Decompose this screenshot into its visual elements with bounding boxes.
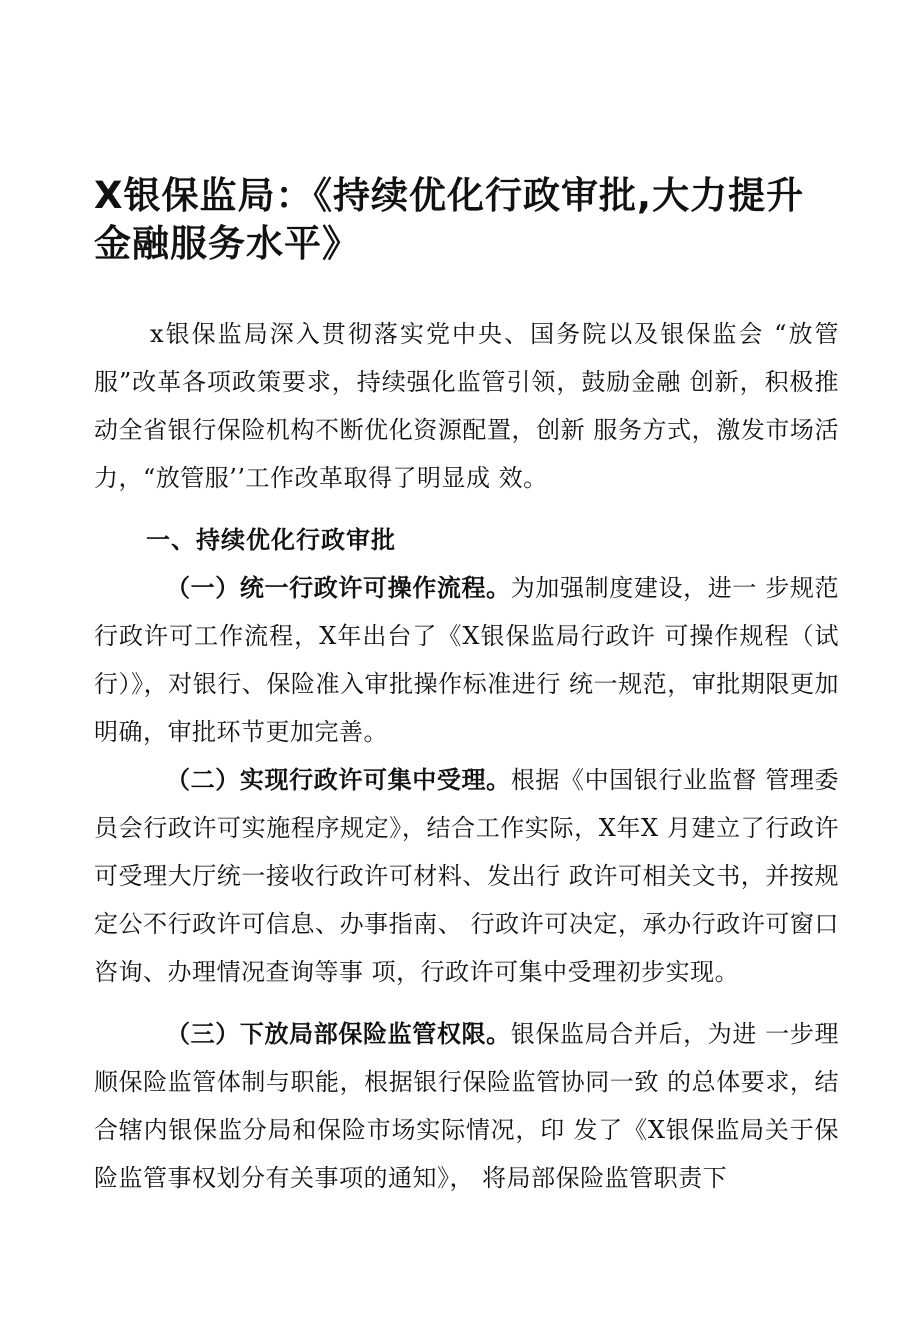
item-2-lead: （二）实现行政许可集中受理。: [166, 766, 511, 794]
paragraph-spacer: [94, 996, 839, 1010]
paragraph-item-1: [94, 564, 839, 756]
paragraph-item-3: [94, 1010, 839, 1202]
item-2-text: 根据《中国银行业监督 管理委员会行政许可实施程序规定》，结合工作实际，X年X 月建立了行政许可受理大厅统一接收行政许可材料、发出行 政许可相关文书，并按规定公不行政许可信息、办事指南、 行政许可决定，承办行政许可窗口咨询、办理情况查询等事 项，行政许可集中受理初步实现。: [94, 766, 839, 986]
item-3-lead: （三）下放局部保险监管权限。: [166, 1020, 511, 1048]
intro-paragraph: x银保监局深入贯彻落实党中央、国务院以及银保监会 “放管服”改革各项政策要求，持续强化监管引领，鼓励金融 创新，积极推动全省银行保险机构不断优化资源配置，创新 服务方式，激发市场活力，“放管服’’工作改革取得了明显成 效。: [94, 320, 839, 492]
paragraph-item-2: [94, 756, 839, 996]
document-body: [94, 310, 839, 1202]
section-heading: 一、持续优化行政审批: [146, 526, 396, 554]
item-1-lead: （一）统一行政许可操作流程。: [166, 574, 511, 602]
document-title: X银保监局：《持续优化行政审批,大力提升金融服务水平》: [94, 174, 805, 265]
section-spacer: [94, 502, 839, 516]
item-3-text: 银保监局合并后，为进 一步理顺保险监管体制与职能，根据银行保险监管协同一致 的总体要求，结合辖内银保监分局和保险市场实际情况，印 发了《X银保监局关于保险监管事权划分有关事项的通知》， 将局部保险监管职责下: [94, 1020, 839, 1192]
item-1-text: 为加强制度建设，进一 步规范行政许可工作流程，X年出台了《X银保监局行政许 可操作规程（试行）》，对银行、保险准入审批操作标准进行 统一规范，审批期限更加明确，审批环节更加完善。: [94, 574, 839, 746]
